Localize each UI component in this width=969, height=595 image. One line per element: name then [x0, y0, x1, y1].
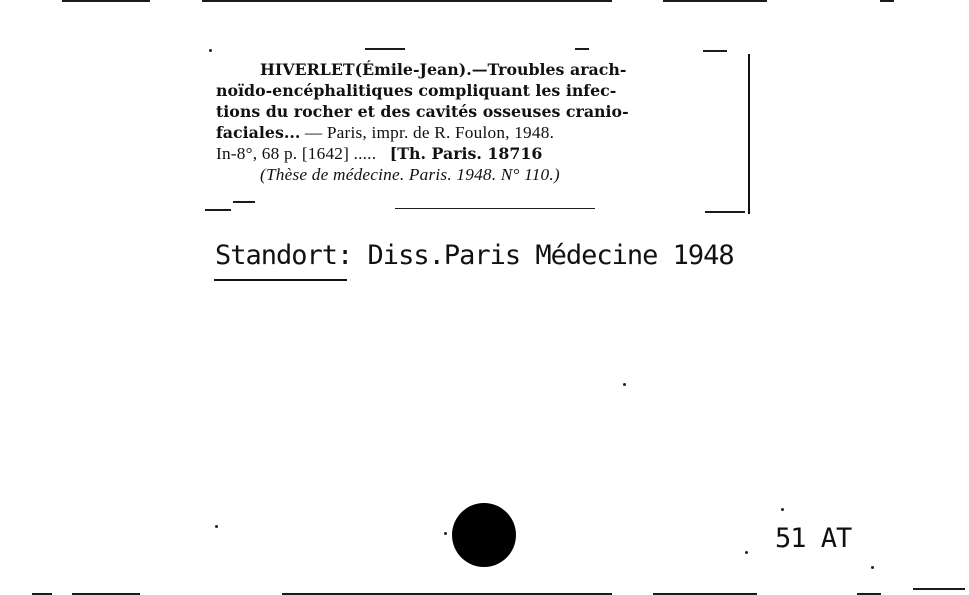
standort-location: Standort: Diss.Paris Médecine 1948	[215, 240, 734, 271]
title-end: faciales...	[216, 123, 301, 142]
clip-bottom-dash	[705, 211, 745, 213]
clip-top-dash	[575, 48, 589, 50]
author-forename: (Émile-Jean).	[354, 60, 472, 79]
citation-line-4	[216, 122, 736, 143]
thesis-number: [Th. Paris. 18716	[389, 144, 543, 163]
punch-hole	[452, 503, 516, 567]
speck	[623, 383, 626, 386]
call-number: 51 AT	[775, 523, 852, 554]
top-edge-line	[663, 0, 767, 2]
clip-right-border	[748, 54, 750, 214]
citation-line-1	[216, 59, 736, 80]
speck	[745, 551, 748, 554]
speck	[781, 508, 784, 511]
clip-top-dash	[703, 50, 727, 52]
clip-bottom-dash	[233, 201, 255, 203]
title-start: —Troubles arach-	[471, 60, 627, 79]
collation: In-8°, 68 p. [1642] .....	[216, 144, 377, 163]
clip-top-dash	[365, 48, 405, 50]
clip-bottom-dash	[395, 208, 595, 209]
citation-line-2: noïdo-encéphalitiques compliquant les infec-	[216, 81, 617, 100]
speck	[444, 532, 447, 535]
clip-bottom-dash	[205, 209, 231, 211]
bottom-edge-line	[913, 588, 965, 590]
top-edge-line	[202, 0, 612, 2]
bibliographic-citation	[216, 59, 736, 185]
citation-line-3: tions du rocher et des cavités osseuses cranio-	[216, 102, 629, 121]
speck	[209, 49, 212, 52]
top-edge-line	[880, 0, 894, 2]
citation-line-6: (Thèse de médecine. Paris. 1948. N° 110.)	[260, 165, 560, 184]
author-surname: HIVERLET	[260, 60, 355, 79]
speck	[871, 566, 874, 569]
speck	[215, 525, 218, 528]
citation-line-5	[216, 143, 736, 164]
standort-underline	[214, 279, 347, 281]
top-edge-line	[62, 0, 150, 2]
imprint: — Paris, impr. de R. Foulon, 1948.	[300, 123, 555, 142]
